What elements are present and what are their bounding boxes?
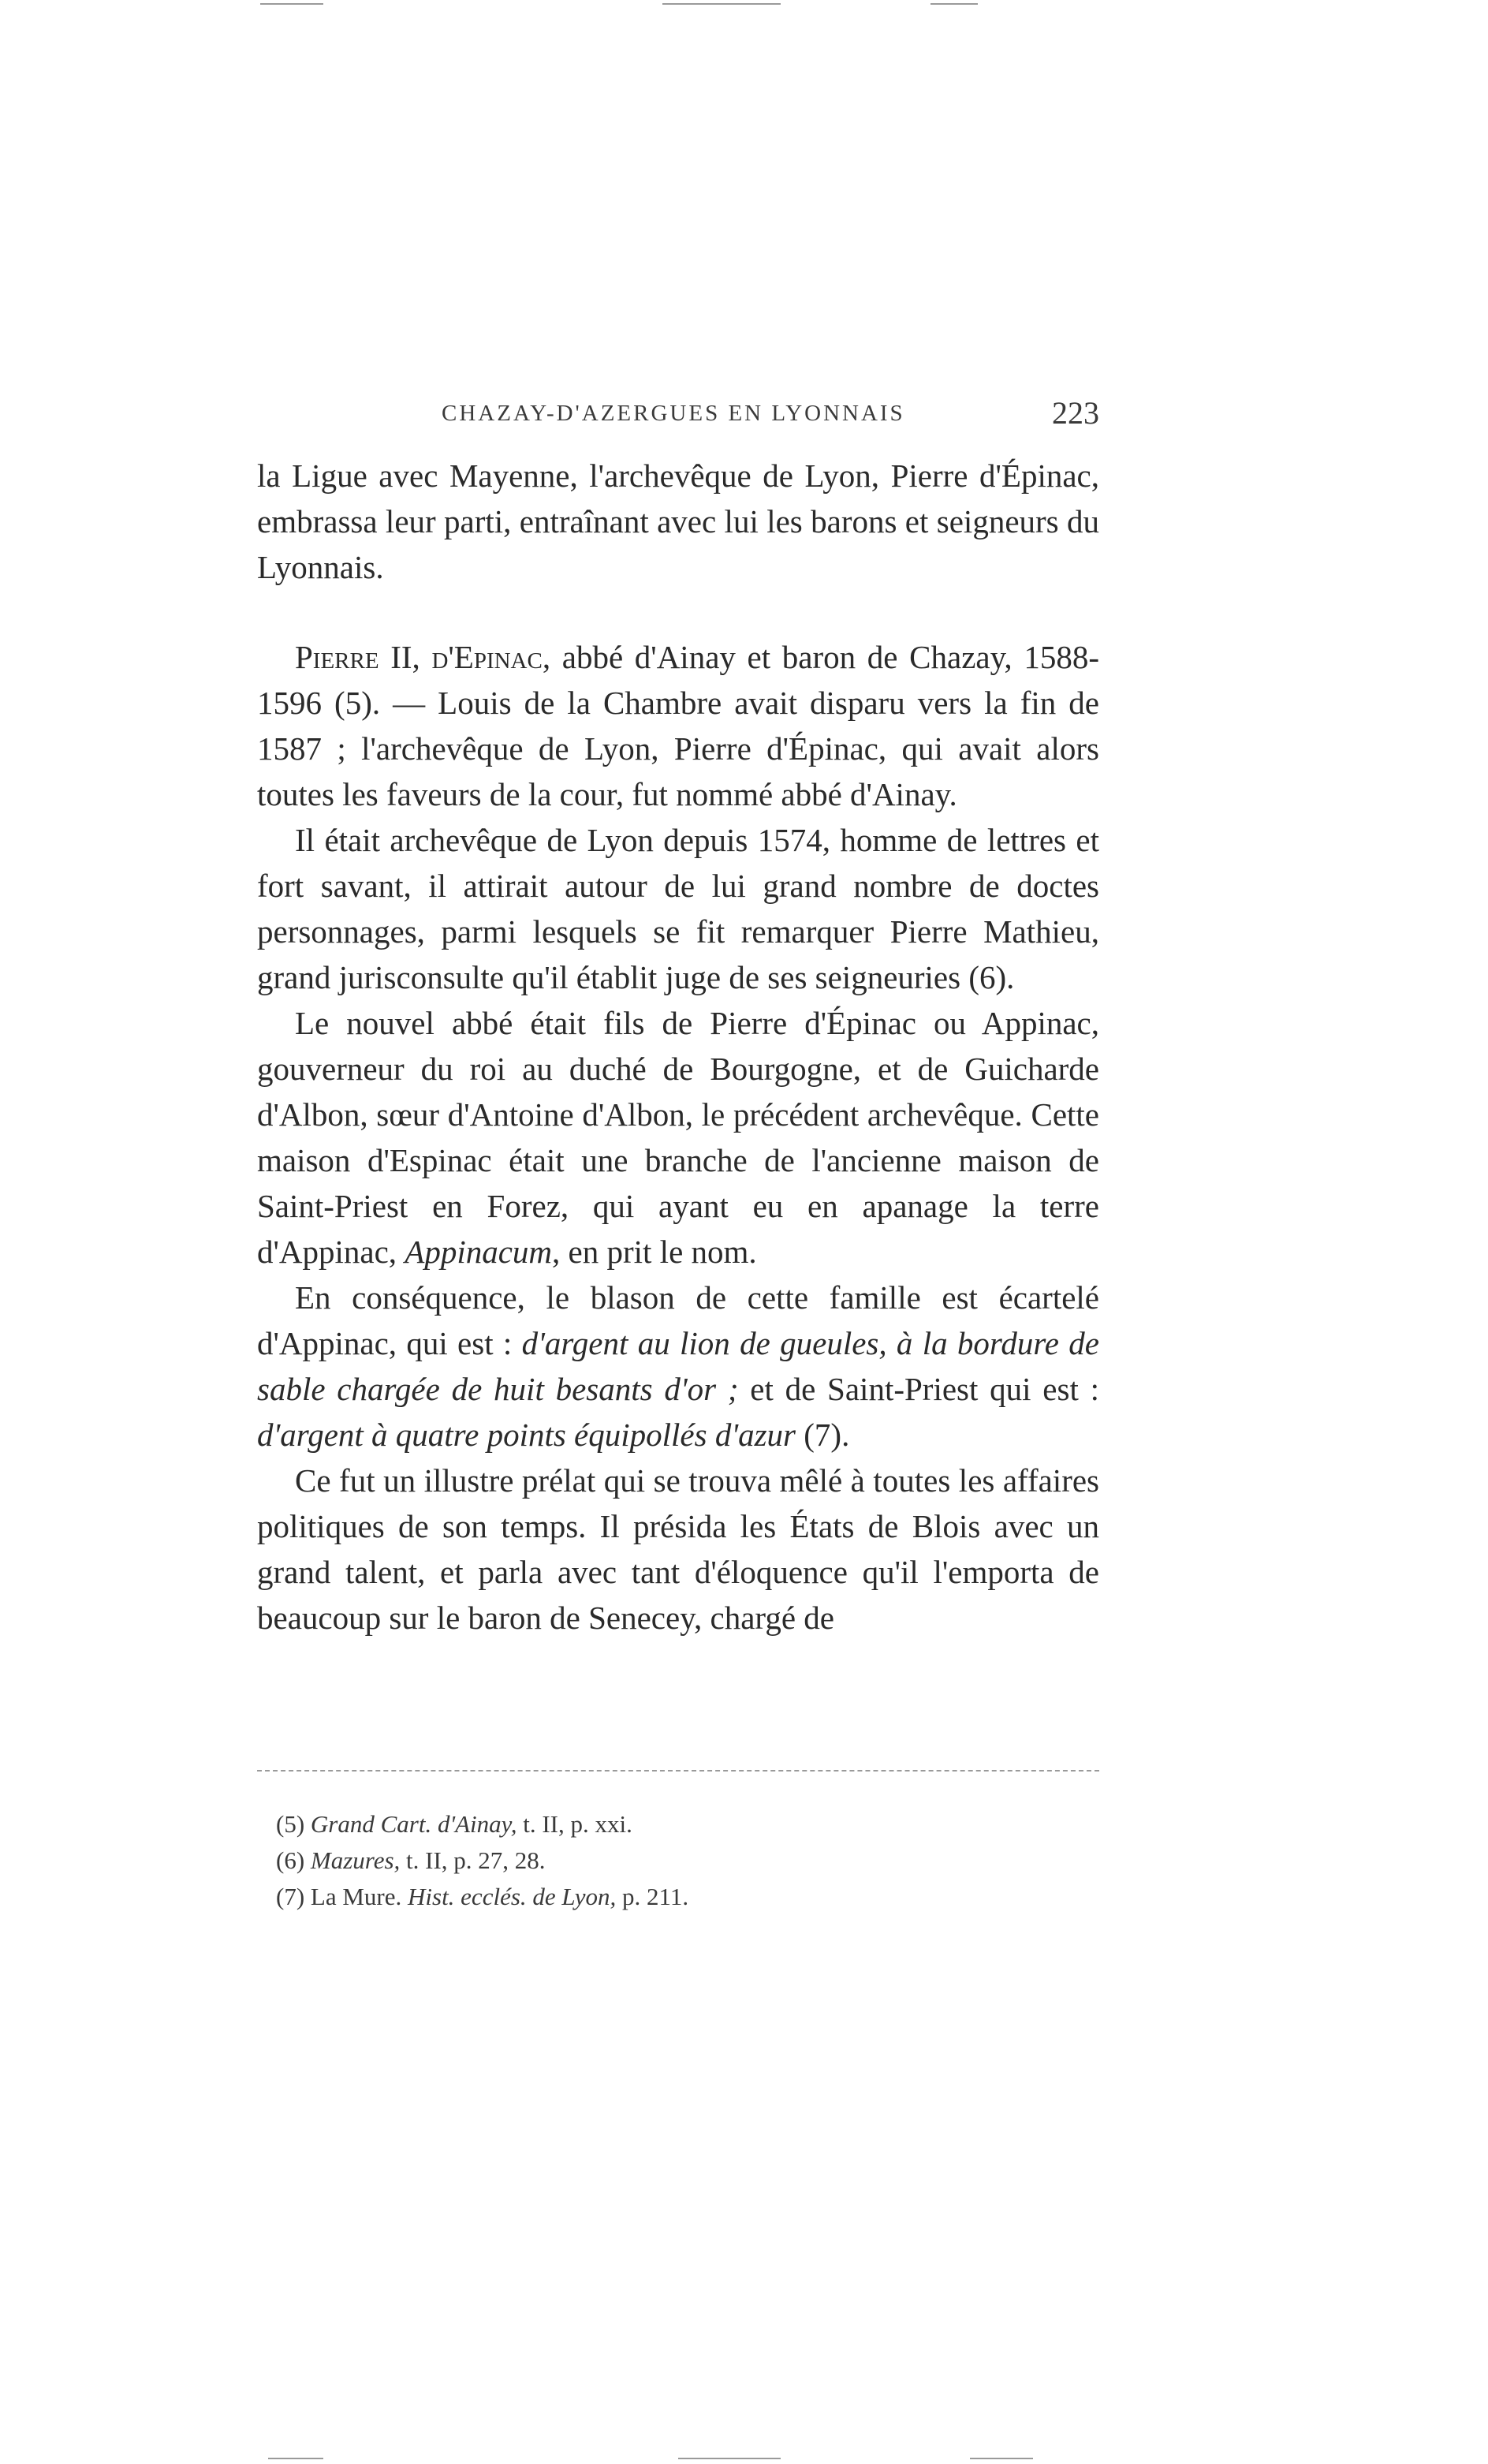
scan-edge-line [260,3,323,5]
page-number: 223 [1052,395,1099,431]
paragraph-text: Ce fut un illustre prélat qui se trouva mêlé à toutes les affaires politiques de son temps. Il présida les États de Blois avec un grand talent, et parla avec tant d'éloquence qu'il l'emporta de beaucoup sur le baron de Senecey, chargé de [257,1462,1099,1636]
paragraph [257,1000,1099,1275]
running-title: CHAZAY-D'AZERGUES EN LYONNAIS [442,401,905,426]
paragraph [257,817,1099,1000]
scan-edge-line [930,3,978,5]
footnote-text: t. II, p. 27, 28. [400,1846,546,1874]
scan-edge-line [662,3,781,5]
blazon-italic: d'argent à quatre points équipollés d'azur [257,1417,796,1453]
paragraph-text: (7). [796,1417,850,1453]
footnote-number: (6) [276,1846,305,1874]
scan-edge-line [268,2458,323,2459]
paragraph [257,634,1099,817]
footnote-title: Hist. ecclés. de Lyon, [408,1883,617,1910]
running-head [257,394,1099,434]
footnote-title: Mazures, [310,1846,401,1874]
footnote-text: p. 211. [616,1883,689,1910]
paragraph [257,453,1099,590]
blazon-italic: d'argent au lion de gueules, à la bordure de sable chargée de huit besants d'or ; [257,1325,1100,1407]
italic-term: Appinacum [405,1234,553,1270]
paragraph-text: abbé d'Ainay et baron de Chazay, 1588-1596 (5). — Louis de la Chambre avait disparu vers la fin de 1587 ; l'archevêque de Lyon, Pierre d'Épinac, qui avait alors toutes les faveurs de la cour, fut nommé abbé d'Ainay. [257,639,1099,812]
paragraph-text: et de Saint-Priest qui est : [738,1371,1099,1407]
footnote-author: La Mure. [304,1883,408,1910]
footnote-rule [257,1770,1099,1771]
scan-edge-line [678,2458,781,2459]
footnote [276,1879,1096,1915]
paragraph [257,1275,1099,1458]
footnote-text: t. II, p. xxi. [517,1810,632,1838]
footnote-number: (7) [276,1883,305,1910]
entry-heading: Pierre II, d'Epinac, [295,639,551,675]
footnotes [276,1806,1096,1915]
footnote-number: (5) [276,1810,305,1838]
footnote-title: Grand Cart. d'Ainay, [310,1810,517,1838]
scan-edge-line [970,2458,1033,2459]
footnote [276,1806,1096,1842]
paragraph-text: Le nouvel abbé était fils de Pierre d'Épinac ou Appinac, gouverneur du roi au duché de Bourgogne, et de Guicharde d'Albon, sœur d'Antoine d'Albon, le précédent archevêque. Cette maison d'Espinac était une branche de l'ancienne maison de Saint-Priest en Forez, qui ayant eu en apanage la terre d'Appinac, [257,1005,1099,1270]
paragraph-text: la Ligue avec Mayenne, l'archevêque de Lyon, Pierre d'Épinac, embrassa leur parti, entraînant avec lui les barons et seigneurs du Lyonnais. [257,457,1099,585]
paragraph-text: En conséquence, le blason de cette famille est écartelé d'Appinac, qui est : [257,1279,1099,1361]
footnote [276,1842,1096,1879]
body-text [257,453,1099,1641]
paragraph-text: Il était archevêque de Lyon depuis 1574, homme de lettres et fort savant, il attirait autour de lui grand nombre de doctes personnages, parmi lesquels se fit remarquer Pierre Mathieu, grand jurisconsulte qu'il établit juge de ses seigneuries (6). [257,822,1099,995]
paragraph [257,1458,1099,1641]
paragraph-text: , en prit le nom. [552,1234,757,1270]
